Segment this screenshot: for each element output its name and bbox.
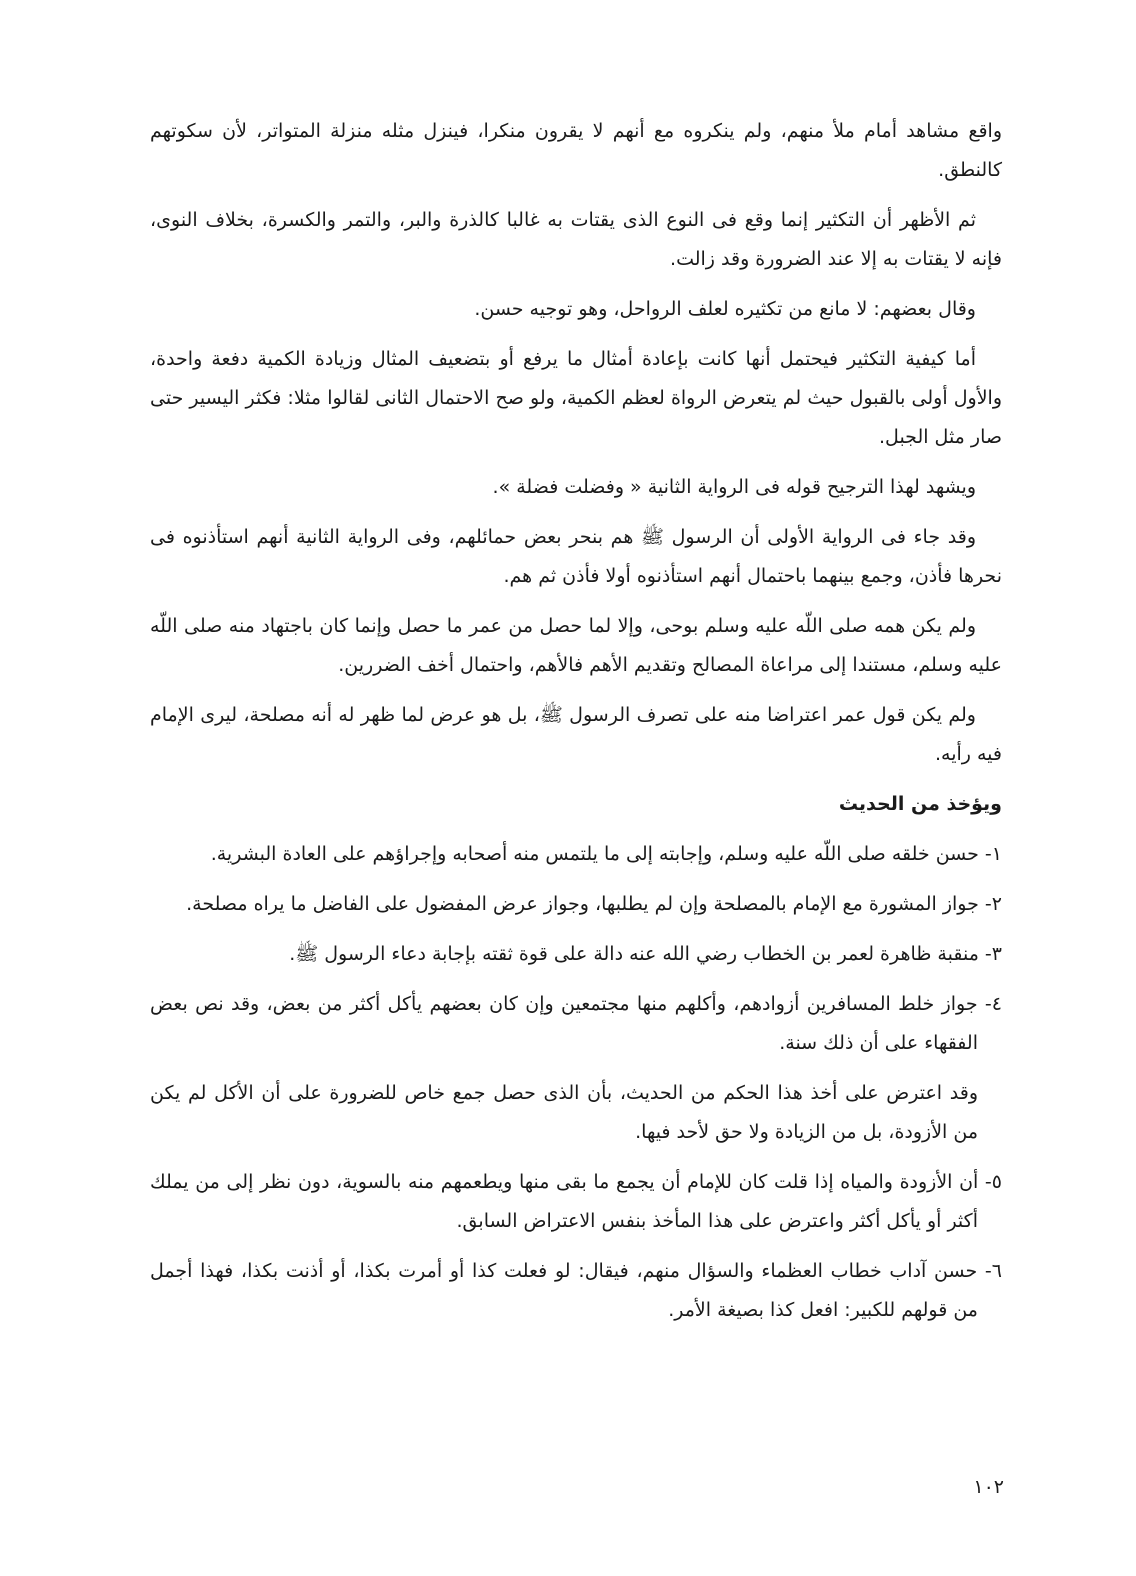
list-item-1: ١- حسن خلقه صلى اللّه عليه وسلم، وإجابته إلى ما يلتمس منه أصحابه وإجراؤهم على العادة البشرية. bbox=[210, 843, 1002, 865]
list-item-4: ٤- جواز خلط المسافرين أزوادهم، وأكلهم منها مجتمعين وإن كان بعضهم يأكل أكثر من بعض، وقد نص بعض الفقهاء على أن ذلك سنة. bbox=[150, 993, 1002, 1054]
paragraph-8: ولم يكن قول عمر اعتراضا منه على تصرف الرسول ﷺ، بل هو عرض لما ظهر له أنه مصلحة، ليرى الإمام فيه رأيه. bbox=[150, 704, 1002, 765]
paragraph-5: ويشهد لهذا الترجيح قوله فى الرواية الثانية « وفضلت فضلة ». bbox=[492, 476, 976, 498]
paragraph-3: وقال بعضهم: لا مانع من تكثيره لعلف الرواحل، وهو توجيه حسن. bbox=[474, 298, 976, 320]
paragraph-4: أما كيفية التكثير فيحتمل أنها كانت بإعادة أمثال ما يرفع أو بتضعيف المثال وزيادة الكمية دفعة واحدة، والأول أولى بالقبول حيث لم يتعرض الرواة لعظم الكمية، ولو صح الاحتمال الثانى لقالوا مثلا: فكثر اليسير حتى صار مثل الجبل. bbox=[150, 348, 1002, 448]
section-heading: ويؤخذ من الحديث bbox=[838, 793, 1002, 815]
page-number: ١٠٢ bbox=[973, 1476, 1004, 1498]
list-item-4-note: وقد اعترض على أخذ هذا الحكم من الحديث، بأن الذى حصل جمع خاص للضرورة على أن الأكل لم يكن من الأزودة، بل من الزيادة ولا حق لأحد فيها. bbox=[150, 1082, 978, 1143]
list-item-2: ٢- جواز المشورة مع الإمام بالمصلحة وإن لم يطلبها، وجواز عرض المفضول على الفاضل ما يراه مصلحة. bbox=[186, 893, 1002, 915]
paragraph-2: ثم الأظهر أن التكثير إنما وقع فى النوع الذى يقتات به غالبا كالذرة والبر، والتمر والكسرة، بخلاف النوى، فإنه لا يقتات به إلا عند الضرورة وقد زالت. bbox=[150, 209, 1002, 270]
list-item-3: ٣- منقبة ظاهرة لعمر بن الخطاب رضي الله عنه دالة على قوة ثقته بإجابة دعاء الرسول ﷺ. bbox=[289, 943, 1002, 965]
list-item-5: ٥- أن الأزودة والمياه إذا قلت كان للإمام أن يجمع ما بقى منها ويطعمهم منه بالسوية، دون نظر إلى من يملك أكثر أو يأكل أكثر واعترض على هذا المأخذ بنفس الاعتراض السابق. bbox=[150, 1171, 1002, 1232]
page-body bbox=[150, 112, 1002, 1341]
paragraph-6: وقد جاء فى الرواية الأولى أن الرسول ﷺ هم بنحر بعض حمائلهم، وفى الرواية الثانية أنهم استأذنوه فى نحرها فأذن، وجمع بينهما باحتمال أنهم استأذنوه أولا فأذن ثم هم. bbox=[150, 526, 1002, 587]
paragraph-7: ولم يكن همه صلى اللّه عليه وسلم بوحى، وإلا لما حصل من عمر ما حصل وإنما كان باجتهاد منه صلى اللّه عليه وسلم، مستندا إلى مراعاة المصالح وتقديم الأهم فالأهم، واحتمال أخف الضررين. bbox=[150, 615, 1002, 676]
list-item-6: ٦- حسن آداب خطاب العظماء والسؤال منهم، فيقال: لو فعلت كذا أو أمرت بكذا، أو أذنت بكذا، فهذا أجمل من قولهم للكبير: افعل كذا بصيغة الأمر. bbox=[150, 1260, 1002, 1321]
paragraph-1: واقع مشاهد أمام ملأ منهم، ولم ينكروه مع أنهم لا يقرون منكرا، فينزل مثله منزلة المتواتر، لأن سكوتهم كالنطق. bbox=[150, 120, 1002, 181]
